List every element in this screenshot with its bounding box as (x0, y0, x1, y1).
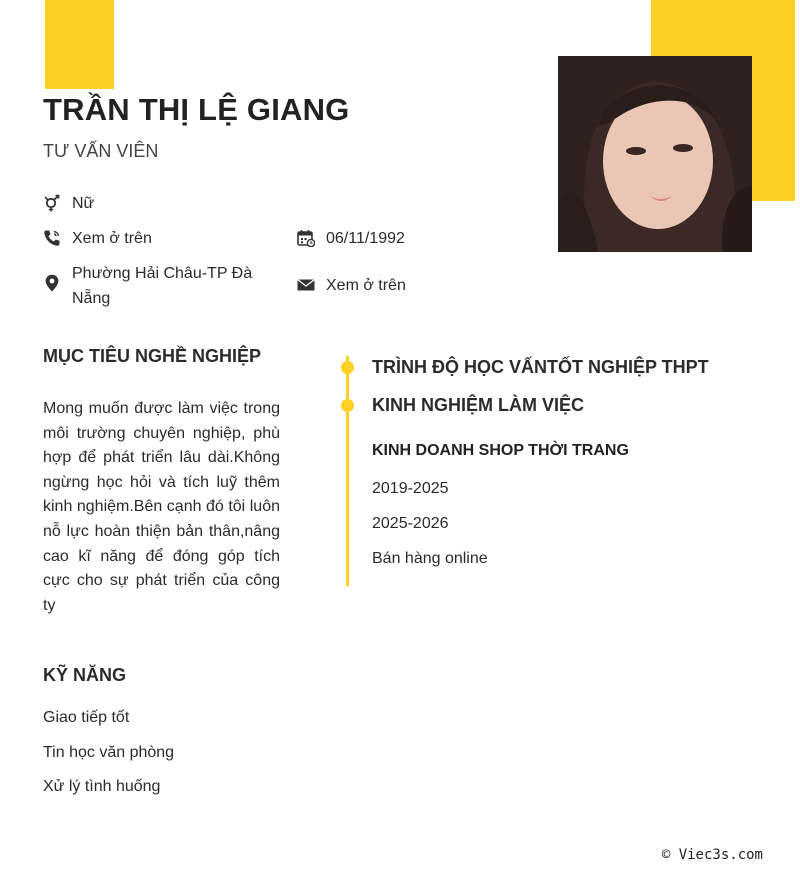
watermark: © Viec3s.com (661, 847, 763, 863)
skill-item: Giao tiếp tốt (43, 709, 130, 726)
timeline-line (346, 356, 349, 586)
experience-item: 2025-2026 (372, 515, 449, 532)
phone-row (43, 226, 152, 251)
skills-list (43, 706, 174, 810)
phone-value: Xem ở trên (72, 230, 152, 247)
birthday-row (297, 226, 405, 251)
birthday-value: 06/11/1992 (326, 230, 405, 247)
profile-photo (558, 56, 752, 252)
skill-item: Tin học văn phòng (43, 743, 175, 761)
objective-text: Mong muốn được làm việc trong môi trường chuyên nghiệp, phù hợp để phát triển lâu dài.Không ngừng học hỏi và tích luỹ thêm kinh nghiệm.Bên cạnh đó tôi luôn nỗ lực hoàn thiện bản thân,nâng cao kĩ năng để đóng góp tích cực cho sự phát triển của công ty (43, 400, 280, 614)
objective-heading: MỤC TIÊU NGHỀ NGHIỆP (43, 346, 262, 366)
address-value: Phường Hải Châu-TP Đà Nẵng (72, 265, 253, 307)
calendar-icon (297, 229, 315, 247)
envelope-icon (297, 276, 315, 294)
email-value: Xem ở trên (326, 277, 406, 294)
job-title: TƯ VẤN VIÊN (43, 141, 159, 161)
gender-value: Nữ (72, 195, 95, 212)
experience-item: 2019-2025 (372, 480, 449, 497)
location-pin-icon (43, 274, 61, 292)
timeline-dot (341, 399, 354, 412)
accent-block-left (45, 0, 114, 89)
phone-icon (43, 229, 61, 247)
gender-icon (43, 194, 61, 212)
skill-item: Xử lý tình huống (43, 778, 161, 795)
candidate-name: TRẦN THỊ LỆ GIANG (43, 92, 350, 127)
email-row (297, 273, 406, 298)
experience-details (372, 477, 488, 582)
address-row (43, 261, 273, 311)
skills-heading: KỸ NĂNG (43, 665, 127, 685)
experience-item: Bán hàng online (372, 550, 488, 567)
experience-company: KINH DOANH SHOP THỜI TRANG (372, 442, 629, 459)
experience-heading: KINH NGHIỆM LÀM VIỆC (372, 395, 585, 415)
timeline-dot (341, 361, 354, 374)
education-heading: TRÌNH ĐỘ HỌC VẤNTỐT NGHIỆP THPT (372, 357, 709, 377)
gender-row (43, 191, 94, 216)
